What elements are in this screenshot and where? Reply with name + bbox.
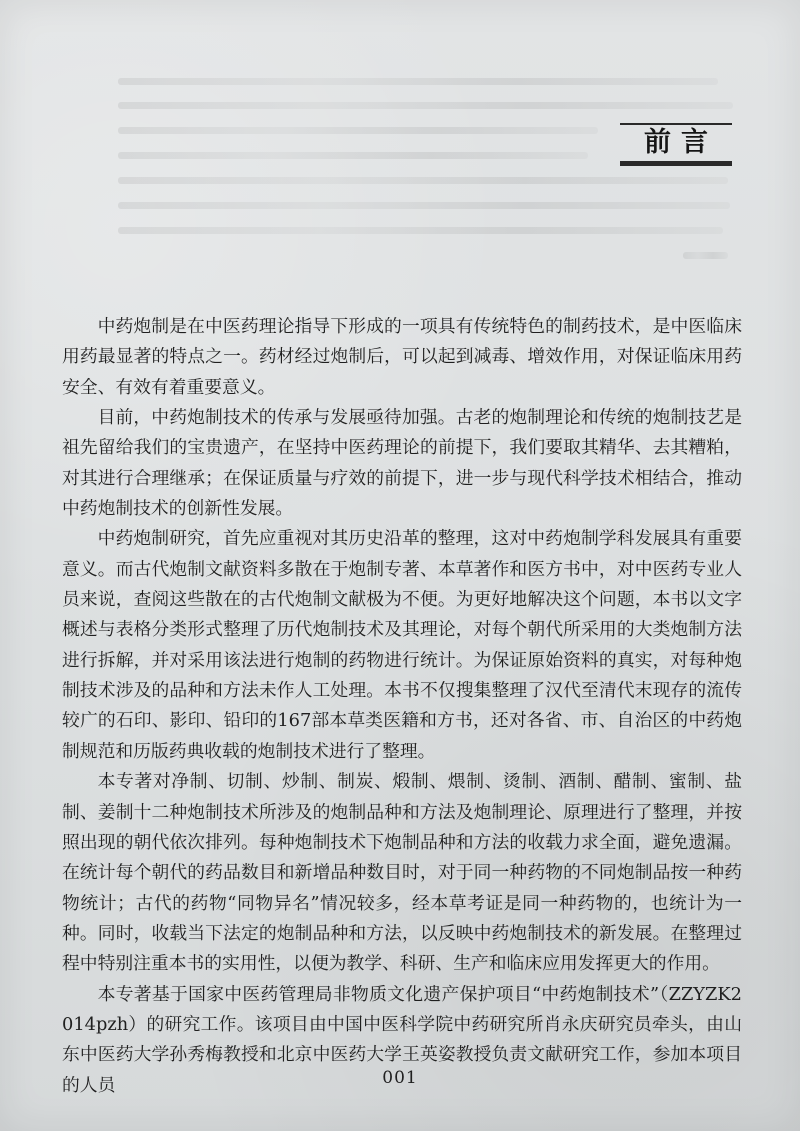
paragraph-5: 本专著基于国家中医药管理局非物质文化遗产保护项目“中药炮制技术”（ZZYZK2014pzh）的研究工作。该项目由中国中医科学院中药研究所肖永庆研究员牵头，由山东中医药大学孙秀梅教授和北京中医药大学王英姿教授负责文献研究工作，参加本项目的人员 xyxy=(62,983,742,1096)
paragraph-1: 中药炮制是在中医药理论指导下形成的一项具有传统特色的制药技术，是中医临床用药最显著的特点之一。药材经过炮制后，可以起到减毒、增效作用，对保证临床用药安全、有效有着重要意义。 xyxy=(62,316,742,398)
title-rule-bottom xyxy=(620,161,732,166)
paragraph-4: 本专著对净制、切制、炒制、制炭、煅制、煨制、烫制、酒制、醋制、蜜制、盐制、姜制十二种炮制技术所涉及的炮制品种和方法及炮制理论、原理进行了整理，并按照出现的朝代依次排列。每种炮制技术下炮制品种和方法的收载力求全面，避免遗漏。在统计每个朝代的药品数目和新增品种数目时，对于同一种药物的不同炮制品按一种药物统计；古代的药物“同物异名”情况较多，经本草考证是同一种药物的，也统计为一种。同时，收载当下法定的炮制品种和方法，以反映中药炮制技术的新发展。在整理过程中特别注重本书的实用性，以便为教学、科研、生产和临床应用发挥更大的作用。 xyxy=(62,771,742,975)
paragraph-2: 目前，中药炮制技术的传承与发展亟待加强。古老的炮制理论和传统的炮制技艺是祖先留给我们的宝贵遗产，在坚持中医药理论的前提下，我们要取其精华、去其糟粕，对其进行合理继承；在保证质量与疗效的前提下，进一步与现代科学技术相结合，推动中药炮制技术的创新性发展。 xyxy=(62,407,742,520)
paragraph-3: 中药炮制研究，首先应重视对其历史沿革的整理，这对中药炮制学科发展具有重要意义。而古代炮制文献资料多散在于炮制专著、本草著作和医方书中，对中医药专业人员来说，查阅这些散在的古代炮制文献极为不便。为更好地解决这个问题，本书以文字概述与表格分类形式整理了历代炮制技术及其理论，对每个朝代所采用的大类炮制方法进行拆解，并对采用该法进行炮制的药物进行统计。为保证原始资料的真实，对每种炮制技术涉及的品种和方法未作人工处理。本书不仅搜集整理了汉代至清代末现存的流传较广的石印、影印、铅印的167部本草类医籍和方书，还对各省、市、自治区的中药炮制规范和历版药典收载的炮制技术进行了整理。 xyxy=(62,528,742,762)
page-title: 前言 xyxy=(644,127,718,158)
page-number: 001 xyxy=(382,1068,418,1088)
show-through-text xyxy=(118,78,738,328)
body-text xyxy=(62,312,742,1101)
title-rule-top xyxy=(620,123,732,125)
